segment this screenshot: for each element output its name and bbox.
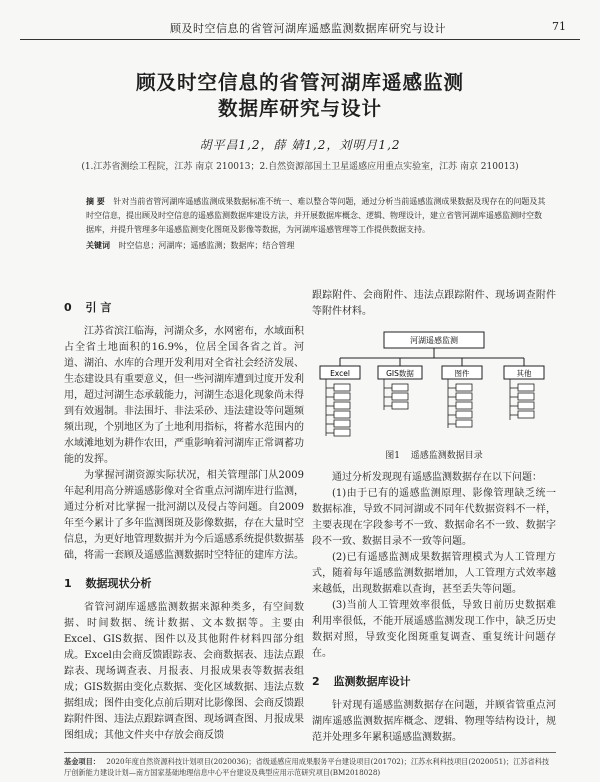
figure-1-caption [312,448,556,464]
figure-1-caption-text: 遥感监测数据目录 [410,451,483,461]
paper-title-line-1: 顾及时空信息的省管河湖库遥感监测 [135,71,464,94]
section-0-number: 0 [64,301,72,314]
affiliation: (1.江苏省测绘工程院，江苏 南京 210013；2.自然资源部国土卫星遥感应用重点实验室，江苏 南京 210013) [81,162,519,172]
paper-title [0,70,600,122]
section-1-heading [64,576,304,592]
root-node-label: 河湖遥感监测 [410,336,458,345]
leaf-tujian-boxes [456,384,472,427]
leaf-other-group [510,379,518,420]
section-2-number: 2 [312,675,320,688]
keywords [86,239,546,253]
title-block [0,70,600,172]
abstract-text: 针对当前省管河湖库遥感监测成果数据标准不统一、难以整合等问题，通过分析当前遥感监测成果数据及现存在的问题及其时空信息，提出顾及时空信息的遥感监测数据库建设方法，并开展数据库概念、逻辑、物理设计，建立省管河湖库遥感监测时空数据库，并提升管理多年遥感监测变化图斑及影像等数据，为河湖库遥感管理等工作提供数据支持。 [86,197,546,234]
right-col-intro: 跟踪附件、会商附件、违法点跟踪附件、现场调查附件等附件材料。 [312,290,556,317]
problem-item-3: (3)当前人工管理效率很低，导致日前历史数据难利用率很低，不能开展遥感监测发现工作中，缺乏历史数据对照，导致变化图斑重复调查、重复统计问题存在。 [312,600,556,659]
section-1-number: 1 [64,577,72,590]
footnote [64,752,556,778]
section-0-para-1: 江苏省滨江临海，河湖众多，水网密布，水域面积占全省土地面积的16.9%，位居全国各省之首。河道、湖泊、水库的合理开发利用对全省社会经济发展、生态建设具有重要意义，但一些河湖库遭到过度开发利用，超过河湖生态承载能力，河湖生态退化现象尚未得到有效遏制。非法围圩、非法采砂、违法建设等问题频频出现，个别地区为了土地利用指标，将蓄水范围内的水域滩地划为耕作农田，严重影响着河湖库正常调蓄功能的发挥。 [64,326,304,465]
figure-1-number: 图1 [385,451,400,461]
section-2-heading [312,674,556,690]
right-col-para-problems: 通过分析发现现有遥感监测数据存在以下问题： [332,472,542,483]
footnote-text: 2020年度自然资源科技计划项目(2020036)；省级遥感应用成果服务平台建设项目(201702)；江苏水利科技项目(2020051)；江苏省科技厅创新能力建设计划—南方国家基础地理信息中心平台建设及典型应用示范研究项目(BM2018028) [64,757,550,777]
section-0-heading [64,300,304,316]
section-1-title: 数据现状分析 [85,577,152,590]
page-number: 71 [552,20,566,33]
node-gis-label: GIS数据 [386,369,414,378]
leaf-excel-boxes [334,384,350,436]
keywords-text: 时空信息；河湖库；遥感监测；数据库；结合管理 [118,241,295,250]
abstract-label: 摘 要 [86,197,105,206]
section-0-title: 引 言 [85,301,112,314]
authors: 胡平昌1,2，薛 婧1,2，刘明月1,2 [199,138,401,152]
node-other-label: 其他 [516,369,532,378]
section-2-para-1: 针对现有遥感监测数据存在问题，并顾省管重点河湖库遥感监测数据库概念、逻辑、物理等结构设计，规范并处理多年累积遥感监测数据。 [312,700,556,743]
running-head [20,12,580,40]
node-tujian-label: 图件 [454,369,470,378]
node-excel-label: Excel [330,369,350,378]
paper-title-line-2: 数据库研究与设计 [217,97,382,120]
problem-item-1: (1)由于已有的遥感监测原理、影像管理缺乏统一数据标准，导致不同河湖或不同年代数据资料不一样，主要表现在字段参考不一致、数据命名不一致、数据字段不一致、数据目录不一致等问题。 [312,488,556,547]
leaf-other-boxes [518,384,534,418]
problem-item-2: (2)已有遥感监测成果数据管理模式为人工管理方式，随着每年遥感监测数据增加，人工管理方式效率越来越低，出现数据难以查询，甚至丢失等问题。 [312,552,556,595]
leaf-tujian-group [448,379,456,428]
leaf-gis-group [384,379,392,410]
right-column [312,288,556,746]
section-2-title: 监测数据库设计 [333,675,411,688]
leaf-gis-boxes [392,384,408,409]
figure-1 [312,326,556,444]
footnote-label: 基金项目： [64,757,100,766]
keywords-label: 关键词 [86,241,110,250]
section-1-para-1: 省管河湖库遥感监测数据来源种类多，有空间数据、时间数据、统计数据、文本数据等。主要由Excel、GIS数据、图件以及其他附件材料四部分组成。Excel由会商反馈跟踪表、会商数据表、违法点跟踪表、现场调查表、月报表、月报成果表等数据表组成；GIS数据由变化点数据、变化区域数据、违法点数据组成；图件由变化点前后期对比影像图、会商反馈跟踪附件图、违法点跟踪调查图、现场调查图、月报成果图组成；其他文件夹中存放会商反馈 [64,602,304,741]
running-head-title: 顾及时空信息的省管河湖库遥感监测数据库研究与设计 [170,22,446,35]
figure-1-diagram [312,326,556,444]
left-column [64,288,304,744]
section-0-para-2: 为掌握河湖资源实际状况，相关管理部门从2009年起利用高分辨遥感影像对全省重点河湖库进行监测，通过分析对比掌握一批河湖以及侵占等问题。自2009年至今累计了多年监测图斑及影像数据，存在大量时空信息，为更好地管理数据并为今后遥感系统提供数据基础，将需一套顾及遥感监测数据时空特征的建库方法。 [64,470,304,561]
abstract [86,195,546,253]
leaf-excel-group [326,379,334,436]
